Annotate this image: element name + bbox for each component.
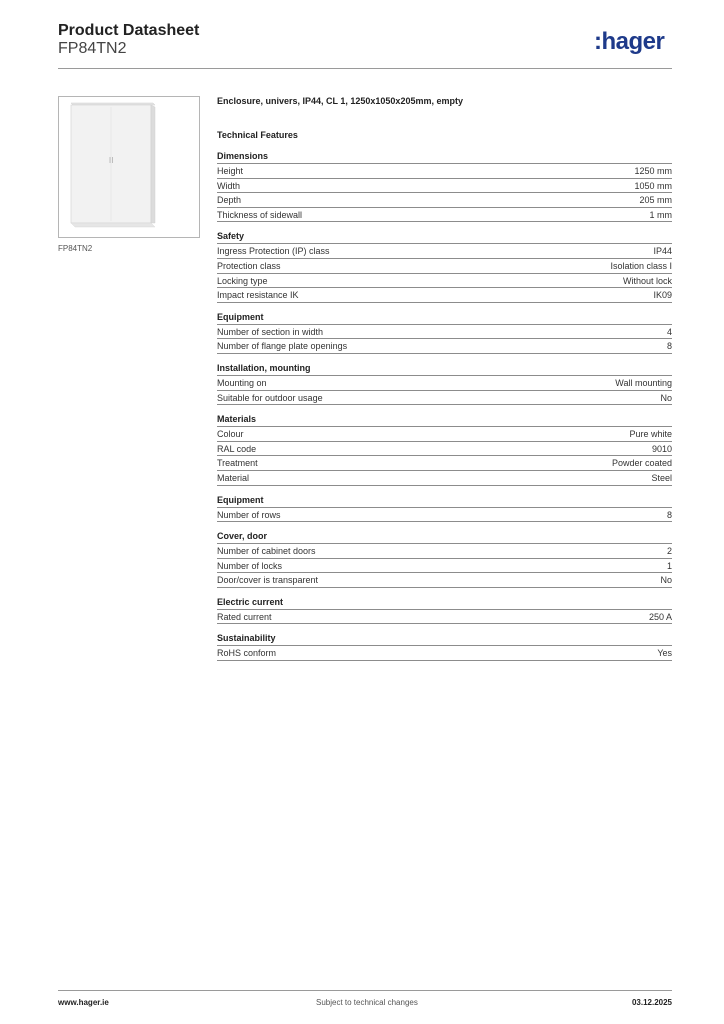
spec-row — [217, 544, 672, 559]
footer-divider — [58, 990, 672, 991]
spec-row — [217, 559, 672, 574]
spec-value: IP44 — [653, 246, 672, 257]
spec-label: Number of locks — [217, 560, 283, 571]
spec-row — [217, 376, 672, 391]
spec-section — [217, 413, 672, 485]
footer-note: Subject to technical changes — [316, 998, 418, 1007]
spec-label: Mounting on — [217, 377, 267, 388]
footer-website: www.hager.ie — [58, 998, 109, 1007]
spec-row — [217, 573, 672, 588]
spec-label: Number of rows — [217, 509, 281, 520]
spec-value: 9010 — [651, 443, 672, 454]
spec-label: Colour — [217, 429, 244, 440]
spec-label: Impact resistance IK — [217, 290, 299, 301]
spec-row — [217, 471, 672, 486]
spec-value: Wall mounting — [615, 377, 672, 388]
section-title: Safety — [217, 230, 672, 244]
spec-label: Width — [217, 180, 241, 191]
spec-value: 1 — [666, 560, 672, 571]
spec-row — [217, 288, 672, 303]
spec-row — [217, 442, 672, 457]
spec-row — [217, 244, 672, 259]
section-title: Installation, mounting — [217, 362, 672, 376]
spec-value: 1250 mm — [634, 166, 672, 176]
spec-value: Without lock — [622, 275, 672, 286]
product-code: FP84TN2 — [58, 40, 127, 57]
spec-value: 2 — [666, 546, 672, 557]
spec-row — [217, 179, 672, 194]
hager-logo: :hager — [594, 28, 665, 55]
section-title: Materials — [217, 413, 672, 427]
technical-features-heading: Technical Features — [217, 130, 298, 140]
section-title: Equipment — [217, 494, 672, 508]
spec-row — [217, 427, 672, 442]
spec-label: Number of section in width — [217, 326, 324, 337]
spec-row — [217, 339, 672, 354]
enclosure-illustration — [59, 97, 199, 237]
spec-value: 4 — [666, 326, 672, 337]
spec-section — [217, 632, 672, 661]
section-title: Equipment — [217, 311, 672, 325]
spec-row — [217, 259, 672, 274]
spec-row — [217, 208, 672, 223]
footer-date: 03.12.2025 — [631, 998, 672, 1007]
spec-row — [217, 610, 672, 625]
spec-value: 205 mm — [639, 195, 672, 206]
spec-section — [217, 230, 672, 302]
page-title: Product Datasheet — [58, 22, 200, 39]
spec-label: Material — [217, 472, 250, 483]
spec-label: Number of cabinet doors — [217, 546, 316, 557]
spec-row — [217, 391, 672, 406]
section-title: Electric current — [217, 596, 672, 610]
spec-label: Ingress Protection (IP) class — [217, 246, 330, 257]
product-description: Enclosure, univers, IP44, CL 1, 1250x1050x205mm, empty — [217, 96, 463, 106]
spec-row — [217, 193, 672, 208]
spec-value: 250 A — [648, 611, 672, 622]
spec-row — [217, 646, 672, 661]
spec-section — [217, 311, 672, 354]
spec-row — [217, 164, 672, 179]
spec-value: 1 mm — [649, 209, 672, 220]
spec-label: RAL code — [217, 443, 257, 454]
spec-row — [217, 274, 672, 289]
spec-value: No — [660, 392, 672, 403]
spec-label: RoHS conform — [217, 648, 277, 659]
section-title: Sustainability — [217, 632, 672, 646]
spec-section — [217, 494, 672, 523]
spec-value: 8 — [666, 509, 672, 520]
spec-value: IK09 — [653, 290, 672, 301]
spec-section — [217, 530, 672, 588]
spec-section — [217, 362, 672, 405]
section-title: Cover, door — [217, 530, 672, 544]
spec-label: Protection class — [217, 260, 281, 271]
spec-sections — [217, 150, 672, 661]
image-caption: FP84TN2 — [58, 244, 93, 253]
spec-section — [217, 150, 672, 222]
spec-value: Powder coated — [611, 458, 672, 469]
spec-section — [217, 596, 672, 625]
spec-value: No — [660, 575, 672, 586]
spec-label: Number of flange plate openings — [217, 341, 348, 352]
spec-label: Depth — [217, 195, 242, 206]
spec-label: Treatment — [217, 458, 258, 469]
section-title: Dimensions — [217, 150, 672, 164]
spec-value: 1050 mm — [634, 180, 672, 191]
spec-row — [217, 456, 672, 471]
spec-row — [217, 325, 672, 340]
spec-value: Yes — [657, 648, 672, 659]
product-image — [58, 96, 200, 238]
spec-value: 8 — [666, 341, 672, 352]
header-divider — [58, 68, 672, 69]
spec-value: Steel — [651, 472, 672, 483]
spec-label: Thickness of sidewall — [217, 209, 303, 220]
spec-label: Door/cover is transparent — [217, 575, 319, 586]
spec-content — [217, 96, 672, 669]
spec-label: Rated current — [217, 611, 272, 622]
spec-label: Height — [217, 166, 244, 176]
spec-value: Pure white — [629, 429, 672, 440]
spec-row — [217, 508, 672, 523]
spec-label: Suitable for outdoor usage — [217, 392, 323, 403]
spec-label: Locking type — [217, 275, 268, 286]
spec-value: Isolation class I — [610, 260, 672, 271]
